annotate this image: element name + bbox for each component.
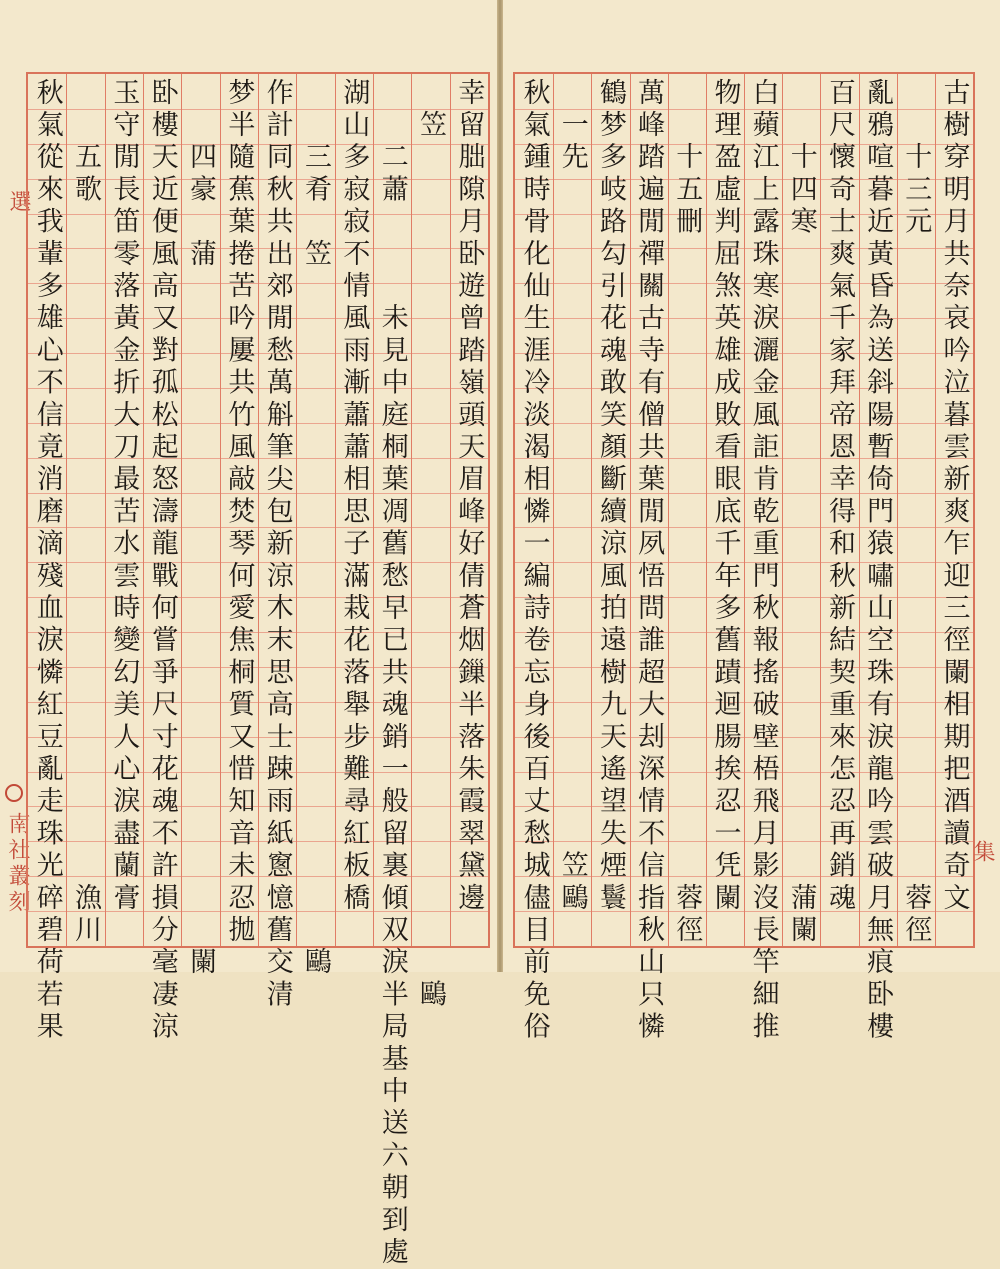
right-column-4: [820, 74, 858, 946]
left-column-text: 幸留朏隙月卧遊曾踏嶺頭天眉峰好倩蒼烟鏁半落朱霞翠黛邊: [453, 78, 485, 916]
left-column-text: 五歌 漁川: [70, 78, 102, 948]
right-column-text: 十三元 蓉徑: [900, 78, 932, 948]
right-column-rule: [782, 74, 783, 946]
right-column-text: 十四寒 蒲闌: [785, 78, 817, 948]
left-column-2: [411, 74, 449, 1012]
left-column-rule: [450, 74, 451, 946]
left-column-text: 笠 鷗: [415, 78, 447, 1012]
left-column-rule: [335, 74, 336, 946]
right-page: [503, 0, 1000, 1044]
right-column-text: 秋氣鍾時骨化仙生涯冷淡渴相憐一編詩卷忘身後百丈愁城儘目前免俗: [518, 78, 550, 1044]
margin-circle-mark: [5, 784, 23, 802]
right-page-grid: [513, 72, 975, 1044]
right-column-text: 百尺懷奇士爽氣千家拜帝恩幸得和秋新結契重來怎忍再銷魂: [823, 78, 855, 916]
left-column-1: [450, 74, 488, 946]
left-column-12: [28, 74, 66, 1044]
right-column-rule: [820, 74, 821, 946]
left-column-rule: [66, 74, 67, 946]
left-column-9: [143, 74, 181, 1044]
right-column-text: 物理盈虛判屈煞英雄成敗看眼底千年多舊蹟迴腸挨忍一凭闌: [709, 78, 741, 916]
right-column-text: 鶴梦多岐路勾引花魂敢笑顏斷續涼風拍遠樹九天遙望失煙鬟: [594, 78, 626, 916]
right-column-1: [935, 74, 973, 946]
left-page-grid: [26, 72, 490, 1269]
right-column-text: 萬峰踏遍閒禪關古寺有僧共葉閒夙悟問誰超大刦深情不信指秋山只憐: [633, 78, 665, 1044]
right-column-rule: [935, 74, 936, 946]
margin-title-mark: 選: [6, 190, 31, 212]
left-column-text: 玉守閒長笛零落黃金折大刀最苦水雲時變幻美人心淚盡蘭膏: [108, 78, 140, 916]
right-column-rule: [744, 74, 745, 946]
right-column-2: [897, 74, 935, 946]
left-column-text: 梦半隨蕉葉捲苦吟屢共竹風敲焚琴何愛焦桐質又惜知音未忍拋: [223, 78, 255, 948]
left-column-rule: [258, 74, 259, 946]
left-column-rule: [411, 74, 412, 946]
left-column-8: [181, 74, 219, 980]
right-column-7: [706, 74, 744, 946]
left-column-rule: [143, 74, 144, 946]
left-column-11: [66, 74, 104, 946]
left-column-4: [335, 74, 373, 946]
left-column-5: [296, 74, 334, 980]
right-column-rule: [668, 74, 669, 946]
right-column-12: [515, 74, 553, 1044]
right-column-rule: [897, 74, 898, 946]
right-column-5: [782, 74, 820, 946]
left-column-7: [220, 74, 258, 946]
right-column-11: [553, 74, 591, 946]
right-column-9: [630, 74, 668, 1044]
left-column-text: 湖山多寂寂不情風雨漸蕭蕭相思子滿栽花落舉步難尋紅板橋: [338, 78, 370, 916]
left-column-rule: [373, 74, 374, 946]
right-column-rule: [630, 74, 631, 946]
right-column-rule: [553, 74, 554, 946]
left-column-rule: [105, 74, 106, 946]
left-column-text: 作計同秋共出郊閒愁萬斛筆尖包新涼木末思高士踈雨紙窻憶舊交清: [261, 78, 293, 1012]
press-name-mark: 南社叢刻: [5, 812, 30, 916]
right-column-text: 亂鴉喧暮近黃昏為送斜陽暫倚門猿嘯山空珠有淚龍吟雲破月無痕卧樓: [862, 78, 894, 1044]
left-column-3: [373, 74, 411, 1269]
right-column-rule: [706, 74, 707, 946]
left-column-text: 二蕭 未見中庭桐葉凋舊愁早已共魂銷一般留裏傾双淚半局基中送六朝到處: [376, 78, 408, 1269]
right-column-10: [591, 74, 629, 946]
right-column-8: [668, 74, 706, 946]
left-column-rule: [296, 74, 297, 946]
right-column-text: 一先 笠鷗: [556, 78, 588, 916]
left-column-6: [258, 74, 296, 1012]
left-column-text: 秋氣從來我輩多雄心不信竟消磨滴殘血淚憐紅豆亂走珠光碎碧荷若果: [31, 78, 63, 1044]
margin-collection-mark: 集: [970, 840, 995, 862]
right-column-3: [859, 74, 897, 1044]
right-column-6: [744, 74, 782, 1044]
right-column-text: 白蘋江上露珠寒淚灑金風詎肯乾重門秋報搖破壁梧飛月影沒長竿細推: [747, 78, 779, 1044]
right-column-text: 古樹穿明月共奈哀吟泣暮雲新爽乍迎三徑闌相期把酒讀奇文: [938, 78, 970, 916]
right-column-rule: [859, 74, 860, 946]
left-column-text: 三肴 笠 鷗: [300, 78, 332, 980]
left-column-text: 卧樓天近便風高又對孤松起怒濤龍戰何嘗爭尺寸花魂不許損分毫凄涼: [146, 78, 178, 1044]
left-page: [0, 0, 497, 1269]
left-column-text: 四豪 蒲 闌: [185, 78, 217, 980]
left-column-rule: [220, 74, 221, 946]
right-column-text: 十五刪 蓉徑: [671, 78, 703, 948]
left-column-rule: [181, 74, 182, 946]
left-column-10: [105, 74, 143, 946]
right-column-rule: [591, 74, 592, 946]
